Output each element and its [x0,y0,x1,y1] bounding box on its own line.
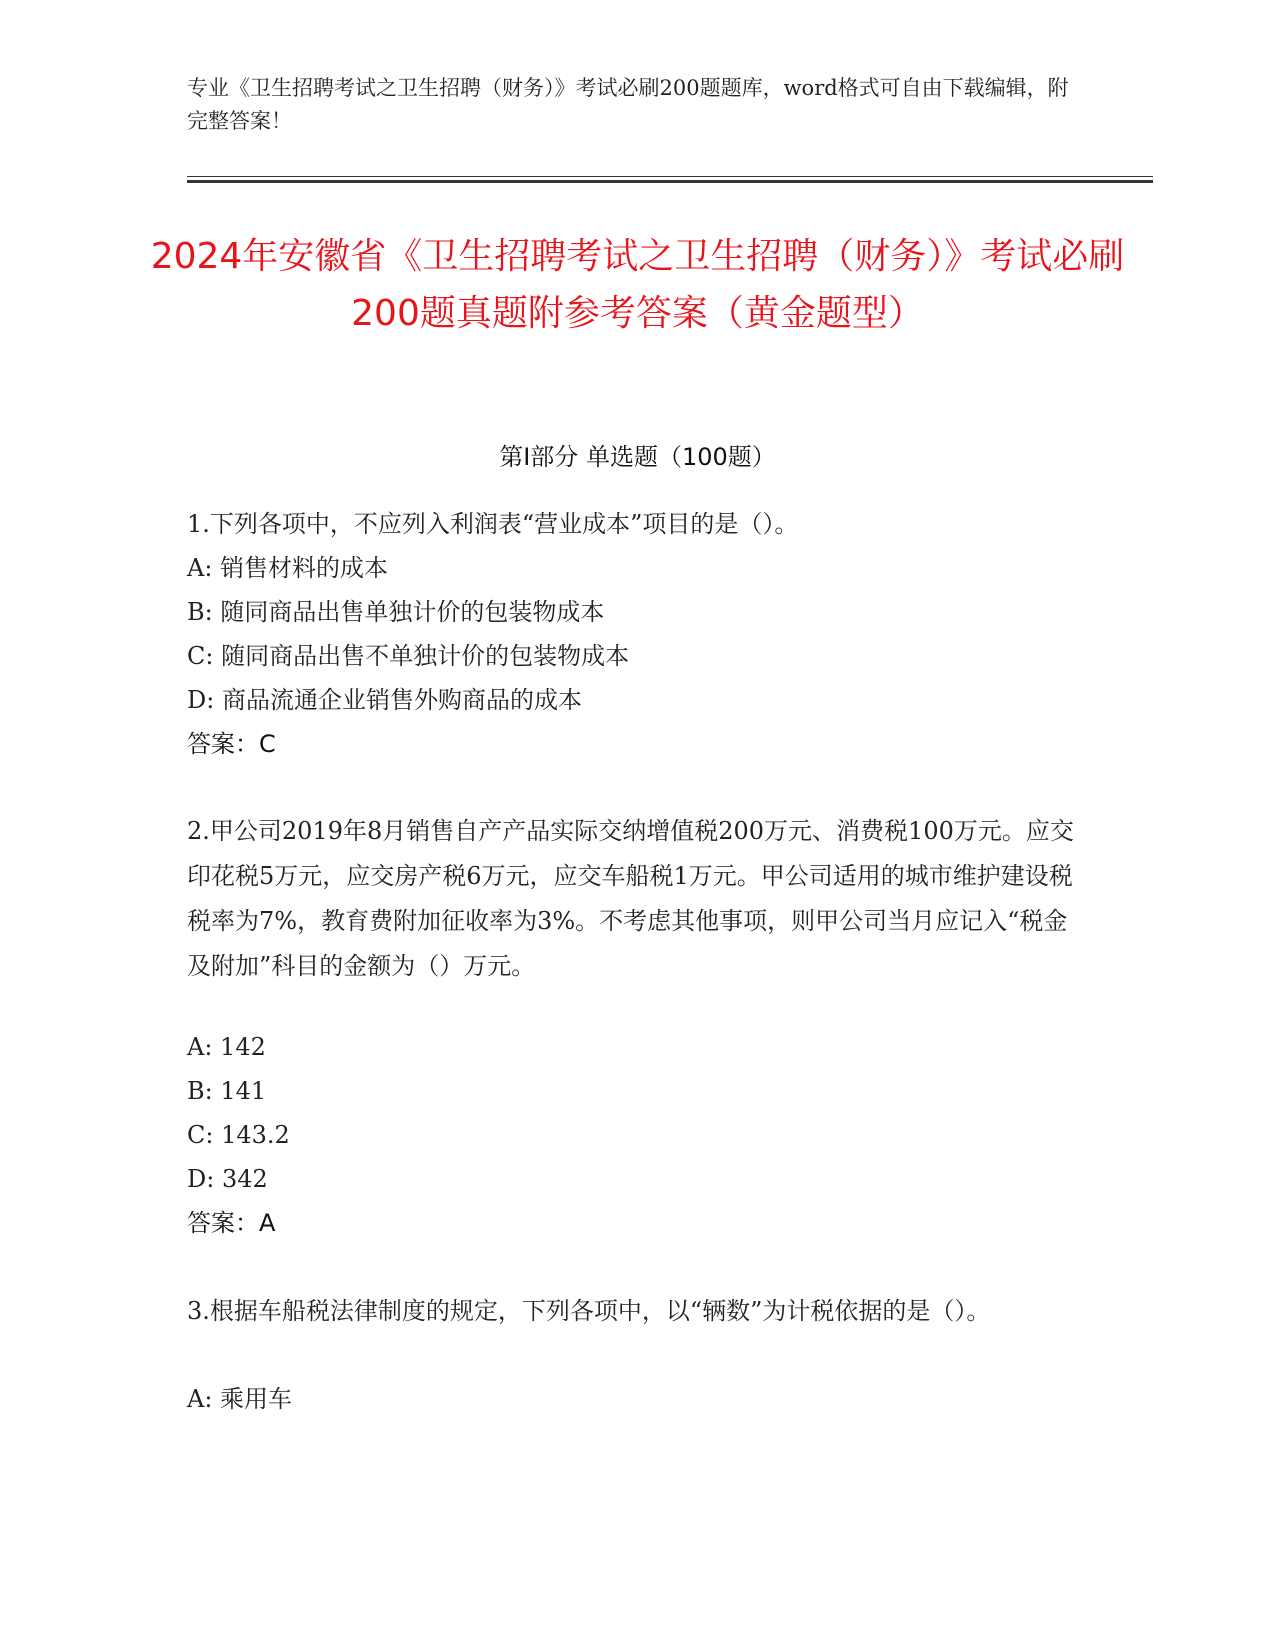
question-1-option-c: C: 随同商品出售不单独计价的包装物成本 [187,642,630,670]
question-1-answer: 答案：C [187,730,276,758]
question-2-option-d: D: 342 [187,1165,268,1193]
question-3-stem: 3.根据车船税法律制度的规定，下列各项中，以“辆数”为计税依据的是（）。 [187,1297,991,1325]
header-divider-thin [187,176,1153,177]
question-1-option-d: D: 商品流通企业销售外购商品的成本 [187,686,582,714]
question-1-stem: 1.下列各项中，不应列入利润表“营业成本”项目的是（）。 [187,510,799,538]
section-title: 第I部分 单选题（100题） [499,443,776,471]
question-2-option-c: C: 143.2 [187,1121,290,1149]
question-2-option-a: A: 142 [187,1033,266,1061]
question-2-stem: 2.甲公司2019年8月销售自产产品实际交纳增值税200万元、消费税100万元。应交印花税5万元，应交房产税6万元，应交车船税1万元。甲公司适用的城市维护建设税税率为7%，教育费附加征收率为3%。不考虑其他事项，则甲公司当月应记入“税金及附加”科目的金额为（）万元。 [187,817,1074,980]
question-2-option-b: B: 141 [187,1077,267,1105]
question-1-option-b: B: 随同商品出售单独计价的包装物成本 [187,598,605,626]
header-divider-thick [187,180,1153,183]
question-1-option-a: A: 销售材料的成本 [187,554,389,582]
header-note: 专业《卫生招聘考试之卫生招聘（财务）》考试必刷200题题库，word格式可自由下载编辑，附完整答案！ [187,76,1069,133]
document-title: 2024年安徽省《卫生招聘考试之卫生招聘（财务）》考试必刷200题真题附参考答案（黄金题型） [150,236,1125,334]
question-3-option-a: A: 乘用车 [187,1385,293,1413]
question-2-answer: 答案：A [187,1209,276,1237]
